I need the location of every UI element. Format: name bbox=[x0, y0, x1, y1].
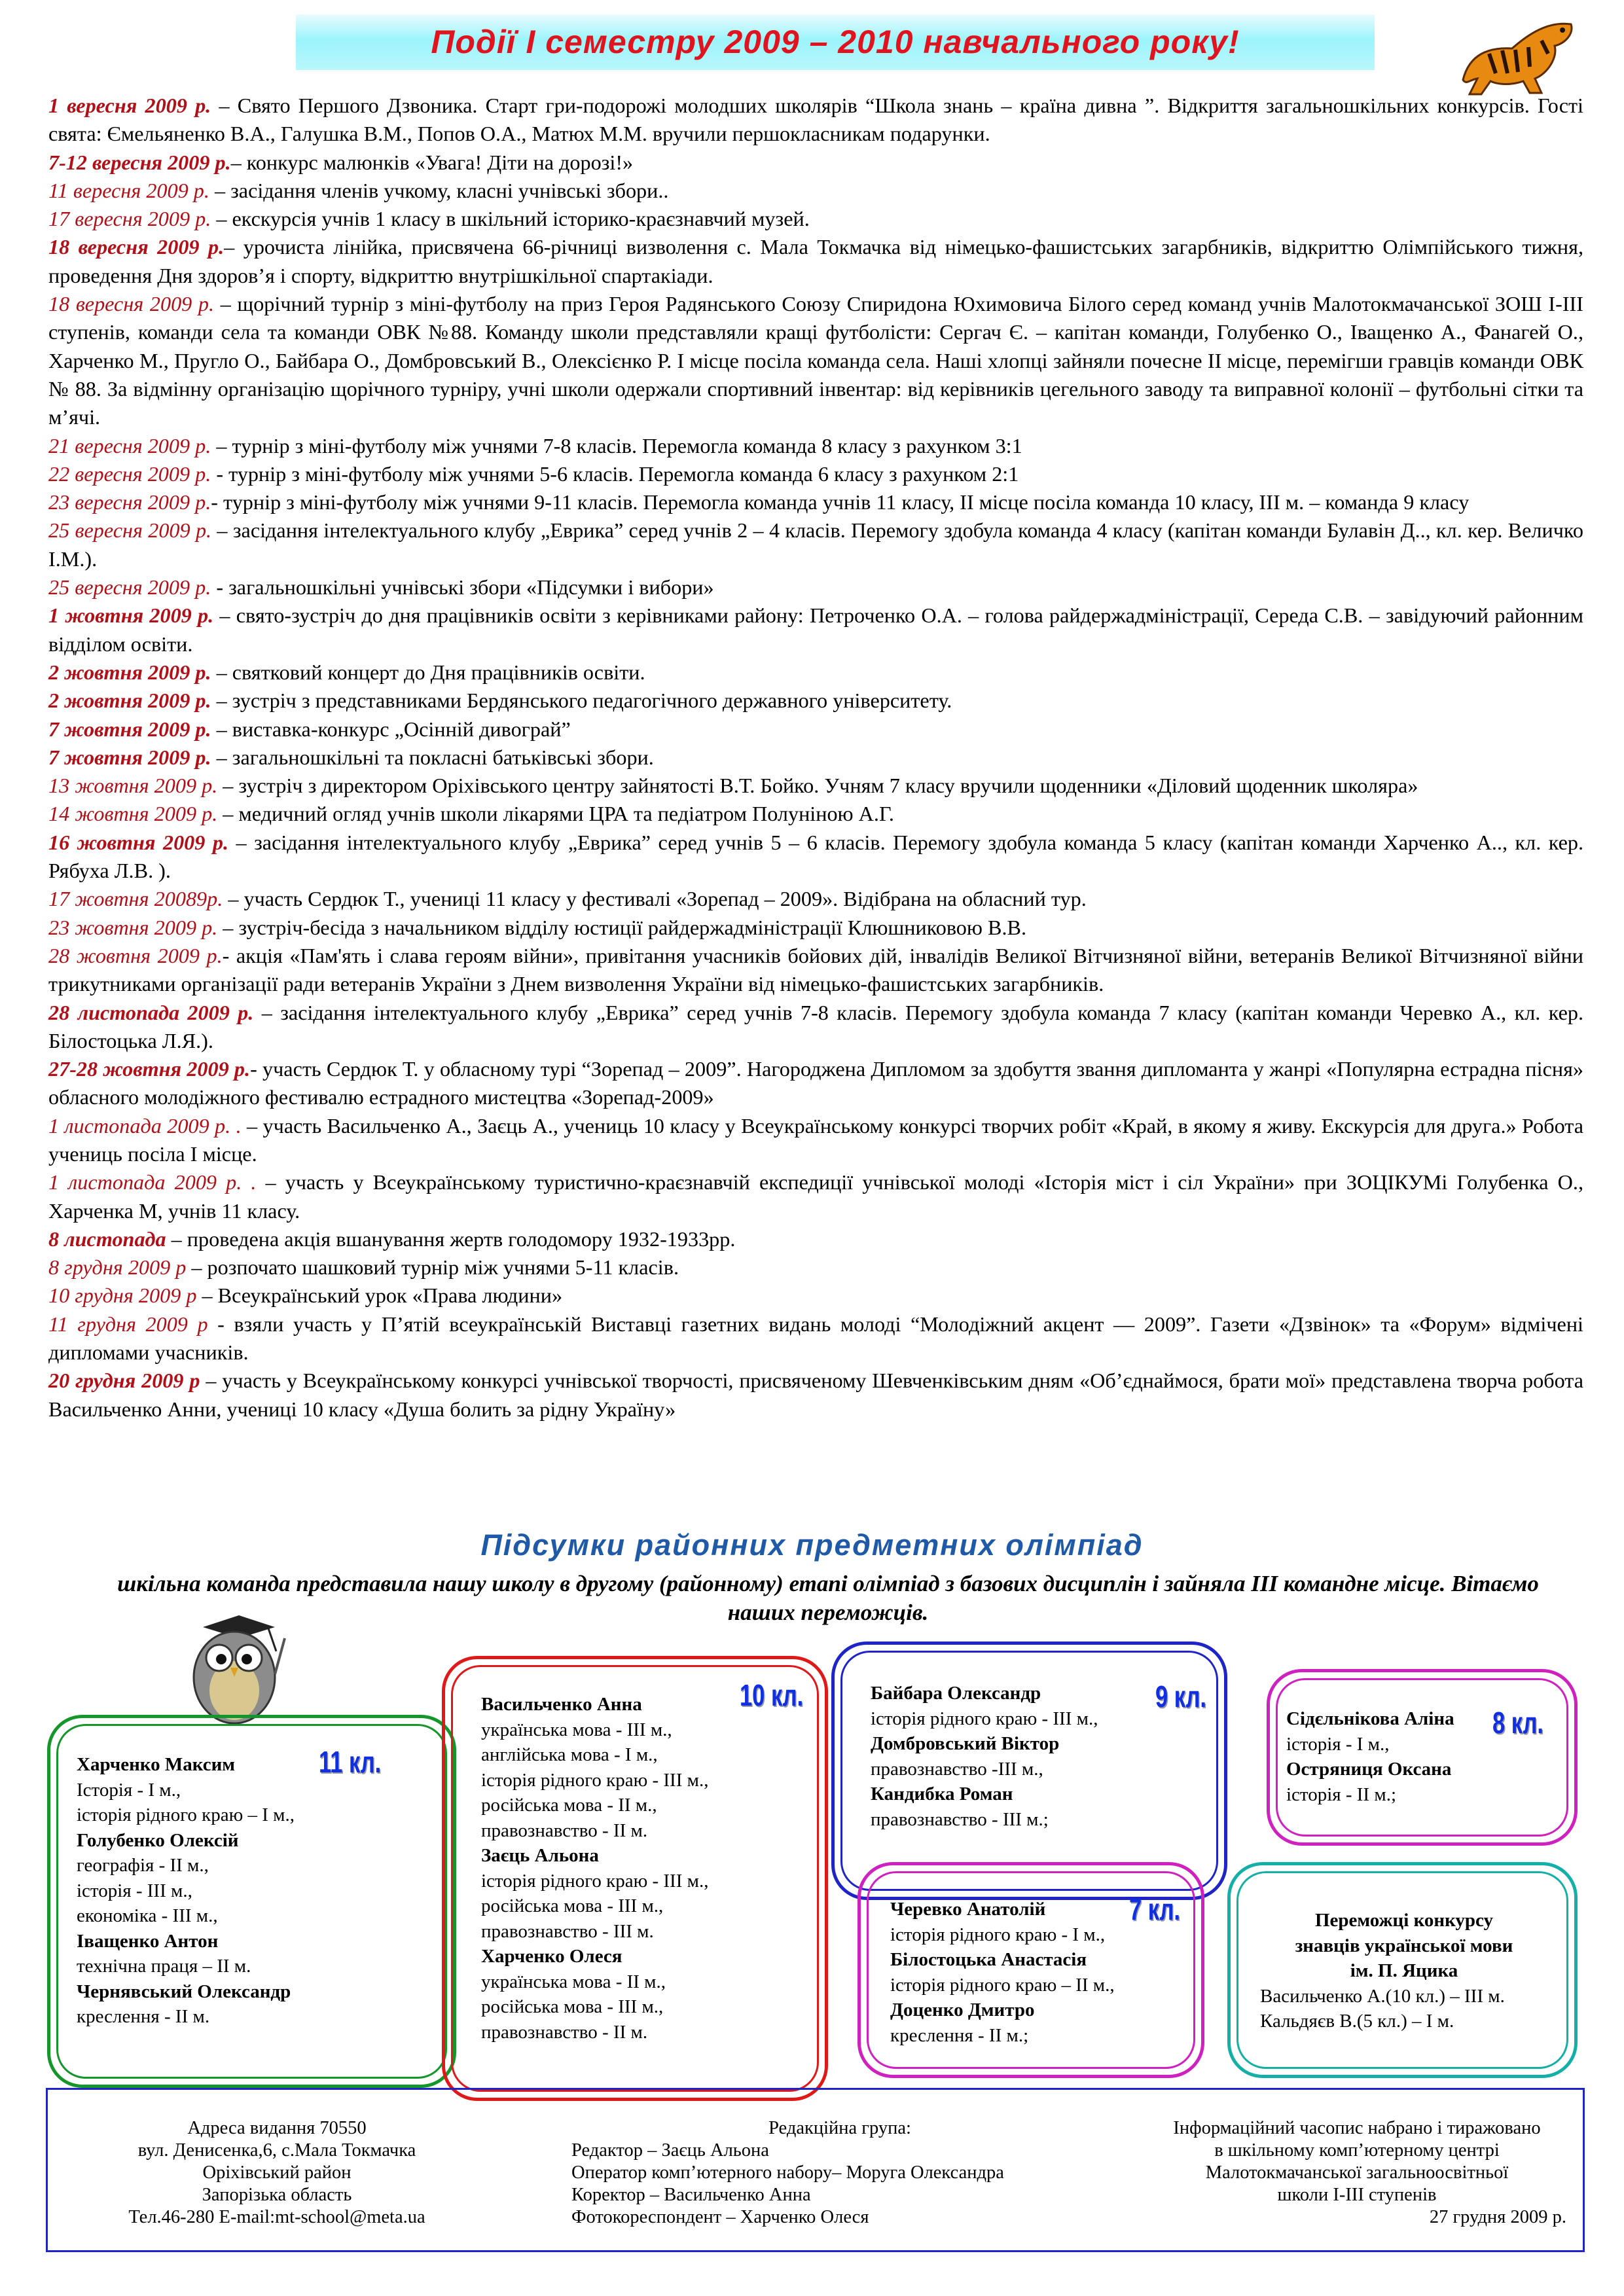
event-item bbox=[48, 1282, 1583, 1310]
event-item bbox=[48, 1168, 1583, 1225]
grade-11-winners bbox=[47, 1715, 456, 2088]
winner-result: креслення - II м.; bbox=[890, 2024, 1029, 2046]
winner-result: історія рідного краю - I м., bbox=[890, 1924, 1106, 1945]
grade-10-label: 10 кл. bbox=[740, 1678, 804, 1712]
event-text: – участь у Всеукраїнському туристично-краєзнавчій експедиції учнівської молоді «Історія міст і сіл України» при ЗОЦІКУМі Голубенка О., Харченка М, учнів 11 класу. bbox=[48, 1170, 1583, 1223]
event-date: 1 листопада 2009 р. . bbox=[48, 1170, 257, 1194]
event-date: 7 жовтня 2009 р. bbox=[48, 717, 211, 741]
event-date: 2 жовтня 2009 р. bbox=[48, 660, 211, 684]
winner-name: Харченко Максим bbox=[77, 1754, 236, 1775]
event-date: 14 жовтня 2009 р. bbox=[48, 802, 218, 826]
winner-result: російська мова - III м., bbox=[481, 1996, 664, 2017]
event-text: – розпочато шашковий турнір між учнями 5-11 класів. bbox=[186, 1255, 679, 1280]
editorial-line: Коректор – Васильченко Анна bbox=[571, 2185, 811, 2205]
event-date: 8 листопада bbox=[48, 1227, 166, 1251]
winner-result: технічна праця – II м. bbox=[77, 1956, 251, 1977]
address-line: Адреса видання 70550 bbox=[187, 2118, 367, 2138]
event-date: 21 вересня 2009 р. bbox=[48, 433, 211, 457]
event-text: – участь у Всеукраїнському конкурсі учнівської творчості, присвяченому Шевченківським дням «Об’єднаймося, брати мої» представлена творча робота Васильченко Анни, учениці 10 класу «Душа болить за рідну Україну» bbox=[48, 1369, 1583, 1421]
winner-result: креслення - II м. bbox=[77, 2006, 210, 2027]
event-item bbox=[48, 432, 1583, 460]
editorial-line: Оператор комп’ютерного набору– Моруга Олександра bbox=[571, 2162, 1004, 2183]
event-date: 7 жовтня 2009 р. bbox=[48, 745, 211, 769]
event-text: – зустріч-бесіда з начальником відділу юстиції райдержадміністрації Клюшниковою В.В. bbox=[217, 915, 1027, 939]
event-item bbox=[48, 744, 1583, 772]
event-text: – святковий концерт до Дня працівників освіти. bbox=[211, 660, 645, 684]
winner-result: історія рідного краю - III м., bbox=[871, 1708, 1098, 1729]
event-item bbox=[48, 177, 1583, 205]
winner-result: правознавство -III м., bbox=[871, 1758, 1043, 1780]
event-text: – участь Сердюк Т., учениці 11 класу у фестивалі «Зорепад – 2009». Відібрана на обласний тур. bbox=[223, 887, 1087, 911]
winner-result: російська мова - III м., bbox=[481, 1895, 664, 1916]
event-item bbox=[48, 829, 1583, 886]
event-item bbox=[48, 233, 1583, 290]
event-date: 17 вересня 2009 р. bbox=[48, 207, 211, 231]
event-text: – зустріч з директором Оріхівського центру зайнятості В.Т. Бойко. Учням 7 класу вручили щоденники «Діловий щоденник школяра» bbox=[217, 774, 1418, 798]
winner-result: економіка - III м., bbox=[77, 1905, 218, 1926]
winner-name: Чернявський Олександр bbox=[77, 1981, 291, 2002]
event-text: – урочиста лінійка, присвячена 66-річниці визволення с. Мала Токмачка від німецько-фашистських загарбників, відкриттю Олімпійського тижня, проведення Дня здоров’я і спорту, відкриттю внутрішкільної спартакіади. bbox=[48, 235, 1584, 287]
winner-result: історія рідного краю - III м., bbox=[481, 1769, 709, 1791]
address-contact: Тел.46-280 E-mail:mt-school@meta.ua bbox=[128, 2207, 425, 2227]
info-line: школи I-III ступенів bbox=[1277, 2185, 1437, 2205]
winner-name: Голубенко Олексій bbox=[77, 1829, 239, 1851]
winner-result: історія рідного краю – II м., bbox=[890, 1974, 1115, 1996]
issue-date: 27 грудня 2009 р. bbox=[1429, 2207, 1566, 2227]
event-text: – турнір з міні-футболу між учнями 7-8 класів. Перемогла команда 8 класу з рахунком 3:1 bbox=[211, 433, 1022, 457]
event-text: - турнір з міні-футболу між учнями 9-11 класів. Перемогла команда учнів 11 класу, II місце посіла команда 10 класу, III м. – команда 9 класу bbox=[211, 490, 1470, 514]
winner-result: англійська мова - I м., bbox=[481, 1744, 658, 1765]
event-date: 18 вересня 2009 р. bbox=[48, 292, 215, 316]
event-date: 2 жовтня 2009 р. bbox=[48, 689, 211, 713]
winner-name: Васильченко Анна bbox=[481, 1694, 642, 1715]
winner-name: Черевко Анатолій bbox=[890, 1899, 1046, 1920]
event-text: – Свято Першого Дзвоника. Старт гри-подорожі молодших школярів “Школа знань – країна дивна ”. Відкриття загальношкільних конкурсів. Гості свята: Ємельяненко В.А., Галушка В.М., Попов О.А., Матюх М.М. вручили першокласникам подарунки. bbox=[48, 94, 1583, 146]
event-item bbox=[48, 1225, 1583, 1253]
event-date: 8 грудня 2009 р bbox=[48, 1255, 187, 1280]
event-text: – засідання членів учкому, класні учнівські збори.. bbox=[209, 178, 669, 202]
winner-result: історія - III м., bbox=[77, 1880, 192, 1901]
event-item bbox=[48, 999, 1583, 1056]
yatsyk-title-1: Переможці конкурсу bbox=[1314, 1910, 1494, 1931]
event-item bbox=[48, 687, 1583, 715]
winner-name: Домбровський Віктор bbox=[871, 1733, 1060, 1754]
event-item bbox=[48, 658, 1583, 687]
info-line: Інформаційний часопис набрано і тиражовано bbox=[1173, 2118, 1541, 2138]
event-text: – виставка-конкурс „Осінній дивограй” bbox=[211, 717, 571, 741]
event-text: – медичний огляд учнів школи лікарями ЦРА та педіатром Полуніною А.Г. bbox=[217, 802, 894, 826]
event-item bbox=[48, 1367, 1583, 1424]
event-date: 23 вересня 2009 р. bbox=[48, 490, 211, 514]
event-date: 1 листопада 2009 р. . bbox=[48, 1113, 242, 1138]
event-item bbox=[48, 1253, 1583, 1282]
yatsyk-title-2: знавців української мови bbox=[1295, 1935, 1513, 1956]
event-text: – проведена акція вшанування жертв голодомору 1932-1933рр. bbox=[166, 1227, 736, 1251]
grade-7-winners bbox=[857, 1862, 1204, 2078]
grade-9-label: 9 кл. bbox=[1155, 1679, 1206, 1713]
olympiad-subtitle: шкільна команда представила нашу школу в другому (районному) етапі олімпіад з базових дисциплін і зайняла III командне місце. Вітаємо наших переможців. bbox=[117, 1571, 1539, 1625]
winner-result: правознавство - II м. bbox=[481, 1820, 648, 1841]
event-text: – екскурсія учнів 1 класу в шкільний історико-краєзнавчий музей. bbox=[211, 207, 810, 231]
event-item bbox=[48, 601, 1583, 658]
winner-result: історія рідного краю - III м., bbox=[481, 1870, 709, 1892]
title-banner bbox=[296, 14, 1375, 70]
event-text: – загальношкільні та покласні батьківські збори. bbox=[211, 745, 654, 769]
yatsyk-contest-winners bbox=[1227, 1862, 1578, 2078]
event-text: – Всеукраїнський урок «Права людини» bbox=[196, 1283, 563, 1308]
event-date: 7-12 вересня 2009 р. bbox=[48, 150, 231, 174]
tiger-logo bbox=[1450, 8, 1581, 99]
footer-info bbox=[1147, 2117, 1566, 2229]
winner-name: Кандибка Роман bbox=[871, 1784, 1013, 1804]
grade-9-winners bbox=[831, 1641, 1227, 1900]
event-date: 17 жовтня 20089р. bbox=[48, 887, 223, 911]
winner-result: історія - II м.; bbox=[1286, 1784, 1396, 1805]
event-item bbox=[48, 1112, 1583, 1169]
event-text: – конкурс малюнків «Увага! Діти на дорозі!» bbox=[230, 150, 634, 174]
event-item bbox=[48, 1310, 1583, 1367]
winner-name: Заєць Альона bbox=[481, 1845, 599, 1866]
events-list bbox=[48, 92, 1583, 1424]
event-date: 23 жовтня 2009 р. bbox=[48, 915, 218, 939]
grade-8-winners bbox=[1267, 1669, 1578, 1846]
footer bbox=[46, 2088, 1585, 2252]
footer-editorial bbox=[571, 2117, 1108, 2229]
event-text: – зустріч з представниками Бердянського педагогічного державного університету. bbox=[211, 689, 952, 713]
event-item bbox=[48, 92, 1583, 149]
footer-address bbox=[107, 2117, 447, 2229]
event-date: 25 вересня 2009 р. bbox=[48, 518, 212, 543]
page-title: Події I семестру 2009 – 2010 навчального року! bbox=[431, 24, 1240, 60]
grade-7-label: 7 кл. bbox=[1129, 1892, 1180, 1926]
event-item bbox=[48, 516, 1583, 573]
editorial-title: Редакційна група: bbox=[768, 2118, 911, 2138]
event-date: 11 грудня 2009 р bbox=[48, 1312, 208, 1336]
event-item bbox=[48, 800, 1583, 828]
yatsyk-line-1: Васильченко А.(10 кл.) – III м. bbox=[1260, 1985, 1505, 2007]
event-text: – засідання інтелектуального клубу „Еврика” серед учнів 2 – 4 класів. Перемогу здобула команда 4 класу (капітан команди Булавін Д.., кл. кер. Величко І.М.). bbox=[48, 518, 1584, 571]
event-date: 25 вересня 2009 р. bbox=[48, 575, 211, 600]
winner-result: правознавство - III м. bbox=[481, 1920, 654, 1942]
winner-name: Білостоцька Анастасія bbox=[890, 1949, 1087, 1970]
event-date: 1 жовтня 2009 р. bbox=[48, 603, 214, 628]
event-item bbox=[48, 149, 1583, 177]
event-item bbox=[48, 205, 1583, 233]
address-line: Запорізька область bbox=[202, 2185, 352, 2205]
event-item bbox=[48, 942, 1583, 999]
info-line: Малотокмачанської загальноосвітньої bbox=[1205, 2162, 1509, 2183]
event-date: 18 вересня 2009 р. bbox=[48, 235, 225, 259]
event-date: 22 вересня 2009 р. bbox=[48, 461, 211, 486]
event-date: 28 листопада 2009 р. bbox=[48, 1000, 254, 1024]
winner-result: історія рідного краю – I м., bbox=[77, 1804, 295, 1825]
event-date: 11 вересня 2009 р. bbox=[48, 178, 209, 202]
owl-graduate-icon bbox=[177, 1602, 288, 1727]
event-date: 1 вересня 2009 р. bbox=[48, 94, 211, 117]
event-text: – засідання інтелектуального клубу „Еврика” серед учнів 7-8 класів. Перемогу здобула команда 7 класу (капітан команди Черевко А., кл. кер. Білостоцька Л.Я.). bbox=[48, 1000, 1584, 1052]
yatsyk-line-2: Кальдяєв В.(5 кл.) – I м. bbox=[1260, 2011, 1454, 2032]
event-item bbox=[48, 573, 1583, 601]
address-line: Оріхівський район bbox=[202, 2162, 352, 2183]
winner-name: Сідєльнікова Аліна bbox=[1286, 1708, 1454, 1729]
event-item bbox=[48, 715, 1583, 744]
editorial-line: Редактор – Заєць Альона bbox=[571, 2140, 769, 2161]
winner-name: Харченко Олеся bbox=[481, 1946, 623, 1967]
event-date: 20 грудня 2009 р bbox=[48, 1369, 200, 1393]
event-text: - взяли участь у П’ятій всеукраїнській Виставці газетних видань молоді “Молодіжний акцент — 2009”. Газети «Дзвінок» та «Форум» відмічені дипломами учасників. bbox=[48, 1312, 1583, 1365]
info-line: в шкільному комп’ютерному центрі bbox=[1214, 2140, 1500, 2161]
event-text: - загальношкільні учнівські збори «Підсумки і вибори» bbox=[211, 575, 714, 600]
winner-name: Остряниця Оксана bbox=[1286, 1759, 1452, 1780]
event-text: – засідання інтелектуального клубу „Еврика” серед учнів 5 – 6 класів. Перемогу здобула команда 5 класу (капітан команди Харченко А.., кл. кер. Рябуха Л.В. ). bbox=[48, 830, 1583, 883]
olympiad-title: Підсумки районних предметних олімпіад bbox=[480, 1528, 1144, 1562]
event-text: - турнір з міні-футболу між учнями 5-6 класів. Перемогла команда 6 класу з рахунком 2:1 bbox=[211, 461, 1019, 486]
winner-result: історія - I м., bbox=[1286, 1733, 1390, 1755]
event-item bbox=[48, 488, 1583, 516]
winner-name: Байбара Олександр bbox=[871, 1683, 1041, 1704]
event-date: 16 жовтня 2009 р. bbox=[48, 830, 228, 854]
yatsyk-title-3: ім. П. Яцика bbox=[1350, 1960, 1458, 1981]
address-line: вул. Денисенка,6, с.Мала Токмачка bbox=[137, 2140, 416, 2161]
event-text: - акція «Пам'ять і слава героям війни», привітання учасників бойових дій, інвалідів Великої Вітчизняної війни, ветеранів Великої Вітчизняної війни трикутниками організації ради ветеранів України з Днем визволення України від німецько-фашистських загарбників. bbox=[48, 943, 1583, 996]
event-item bbox=[48, 290, 1583, 431]
winner-result: російська мова - II м., bbox=[481, 1795, 657, 1816]
winner-result: правознавство - III м.; bbox=[871, 1808, 1049, 1830]
grade-8-label: 8 кл. bbox=[1492, 1706, 1543, 1740]
event-item bbox=[48, 460, 1583, 488]
winner-result: Історія - I м., bbox=[77, 1779, 181, 1801]
event-text: – участь Васильченко А., Заєць А., учениць 10 класу у Всеукраїнському конкурсі творчих робіт «Край, в якому я живу. Екскурсія для друга.» Робота учениць посіла I місце. bbox=[48, 1113, 1583, 1166]
winner-result: українська мова - III м., bbox=[481, 1719, 672, 1740]
event-text: – щорічний турнір з міні-футболу на приз Героя Радянського Союзу Спиридона Юхимовича Білого серед команд учнів Малотокмачанської ЗОШ I-III ступенів, команди села та команди ОВК №88. Команду школи представляли кращі футболісти: Сергач Є. – капітан команди, Голубенко О., Іващенко А., Фанагей О., Харченко М., Пругло О., Байбара О., Домбровський В., Олексієнко Р. I місце посіла команда села. Наші хлопці зайняли почесне II місце, перемігши гравців команди ОВК № 88. За відмінну організацію щорічного турніру, учні школи одержали спортивний інвентар: від керівників цегельного заводу та виправної колонії – футбольні сітки та м’ячі. bbox=[48, 292, 1583, 429]
event-date: 27-28 жовтня 2009 р. bbox=[48, 1057, 251, 1081]
event-item bbox=[48, 914, 1583, 942]
event-item bbox=[48, 772, 1583, 800]
event-item bbox=[48, 885, 1583, 913]
winner-result: українська мова - II м., bbox=[481, 1971, 666, 1992]
winner-name: Іващенко Антон bbox=[77, 1930, 219, 1952]
grade-11-label: 11 кл. bbox=[319, 1745, 382, 1779]
editorial-line: Фотокореспондент – Харченко Олеся bbox=[571, 2207, 869, 2227]
event-text: – свято-зустріч до дня працівників освіти з керівниками району: Петроченко О.А. – голова райдержадміністрації, Середа С.В. – завідуючий районним відділом освіти. bbox=[48, 603, 1584, 656]
winner-name: Доценко Дмитро bbox=[890, 2000, 1035, 2020]
event-date: 28 жовтня 2009 р. bbox=[48, 943, 223, 967]
event-text: - участь Сердюк Т. у обласному турі “Зорепад – 2009”. Нагороджена Дипломом за здобуття звання дипломанта у жанрі «Популярна естрадна пісня» обласного молодіжного фестивалю естрадного мистецтва «Зорепад-2009» bbox=[48, 1057, 1584, 1109]
event-date: 10 грудня 2009 р bbox=[48, 1283, 197, 1308]
winner-result: географія - II м., bbox=[77, 1855, 209, 1876]
event-date: 13 жовтня 2009 р. bbox=[48, 774, 218, 798]
grade-10-winners bbox=[442, 1656, 828, 2101]
winner-result: правознавство - II м. bbox=[481, 2021, 648, 2043]
event-item bbox=[48, 1055, 1583, 1112]
